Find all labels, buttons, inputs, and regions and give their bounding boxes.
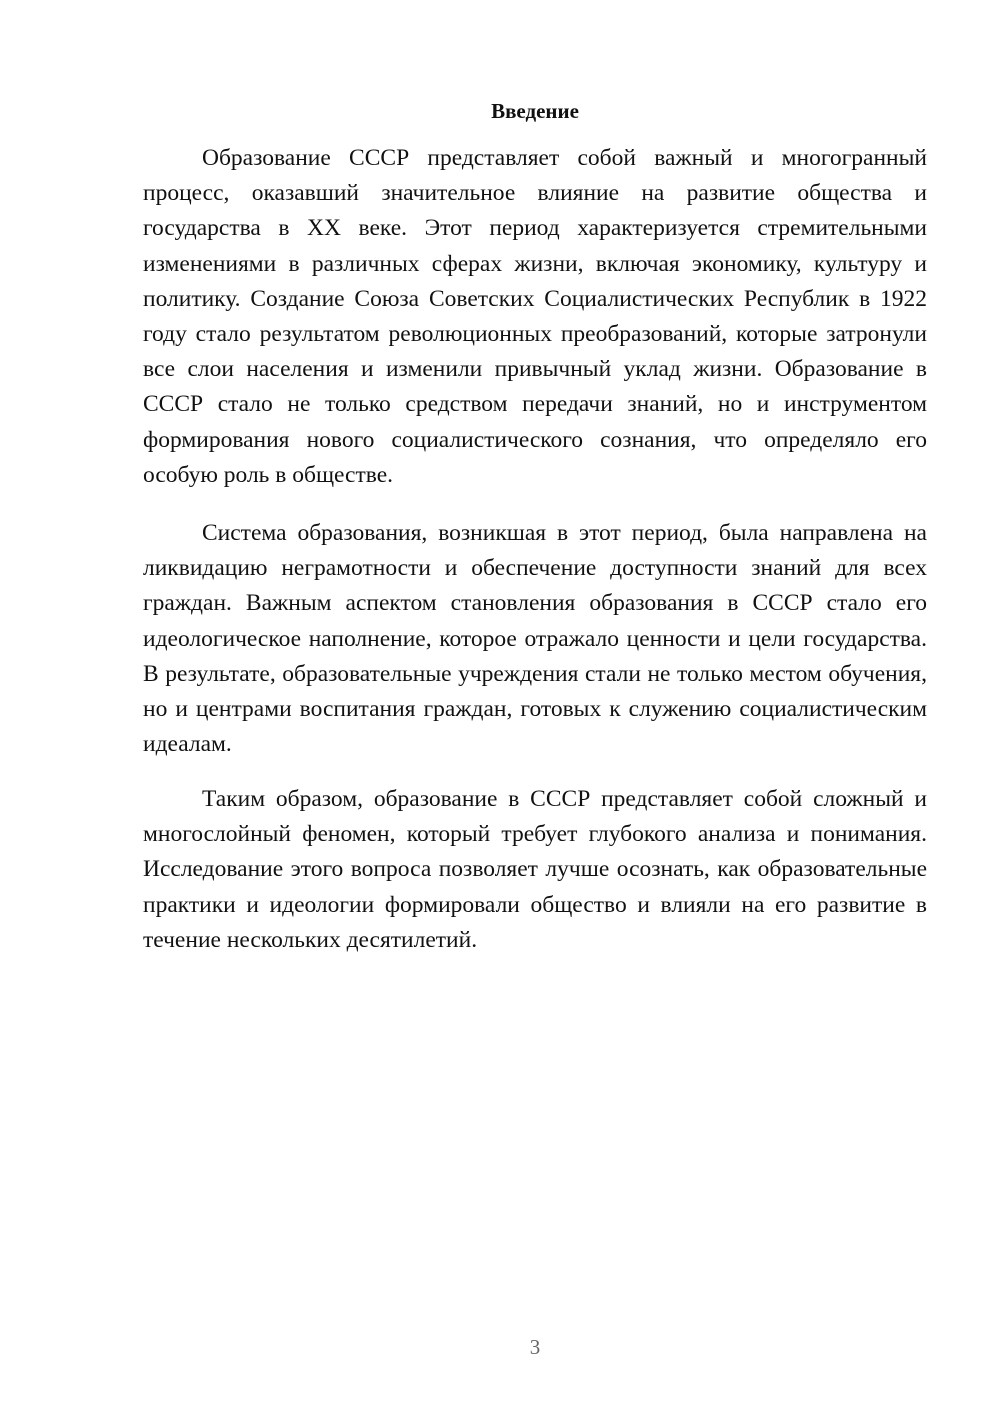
page-title: Введение	[491, 99, 579, 123]
page-number: 3	[529, 1335, 541, 1359]
paragraph-1: Образование СССР представляет собой важный и многогранный процесс, оказавший значительное влияние на развитие общества и государства в XX веке. Этот период характеризуется стремительными изменениями в различных сферах жизни, включая экономику, культуру и политику. Создание Союза Советских Социалистических Республик в 1922 году стало результатом революционных преобразований, которые затронули все слои населения и изменили привычный уклад жизни. Образование в СССР стало не только средством передачи знаний, но и инструментом формирования нового социалистического сознания, что определяло его особую роль в обществе.	[143, 145, 927, 488]
paragraph-2: Система образования, возникшая в этот период, была направлена на ликвидацию неграмотности и обеспечение доступности знаний для всех граждан. Важным аспектом становления образования в СССР стало его идеологическое наполнение, которое отражало ценности и цели государства. В результате, образовательные учреждения стали не только местом обучения, но и центрами воспитания граждан, готовых к служению социалистическим идеалам.	[143, 520, 927, 758]
paragraph-3: Таким образом, образование в СССР представляет собой сложный и многослойный феномен, который требует глубокого анализа и понимания. Исследование этого вопроса позволяет лучше осознать, как образовательные практики и идеологии формировали общество и влияли на его развитие в течение нескольких десятилетий.	[143, 786, 927, 953]
